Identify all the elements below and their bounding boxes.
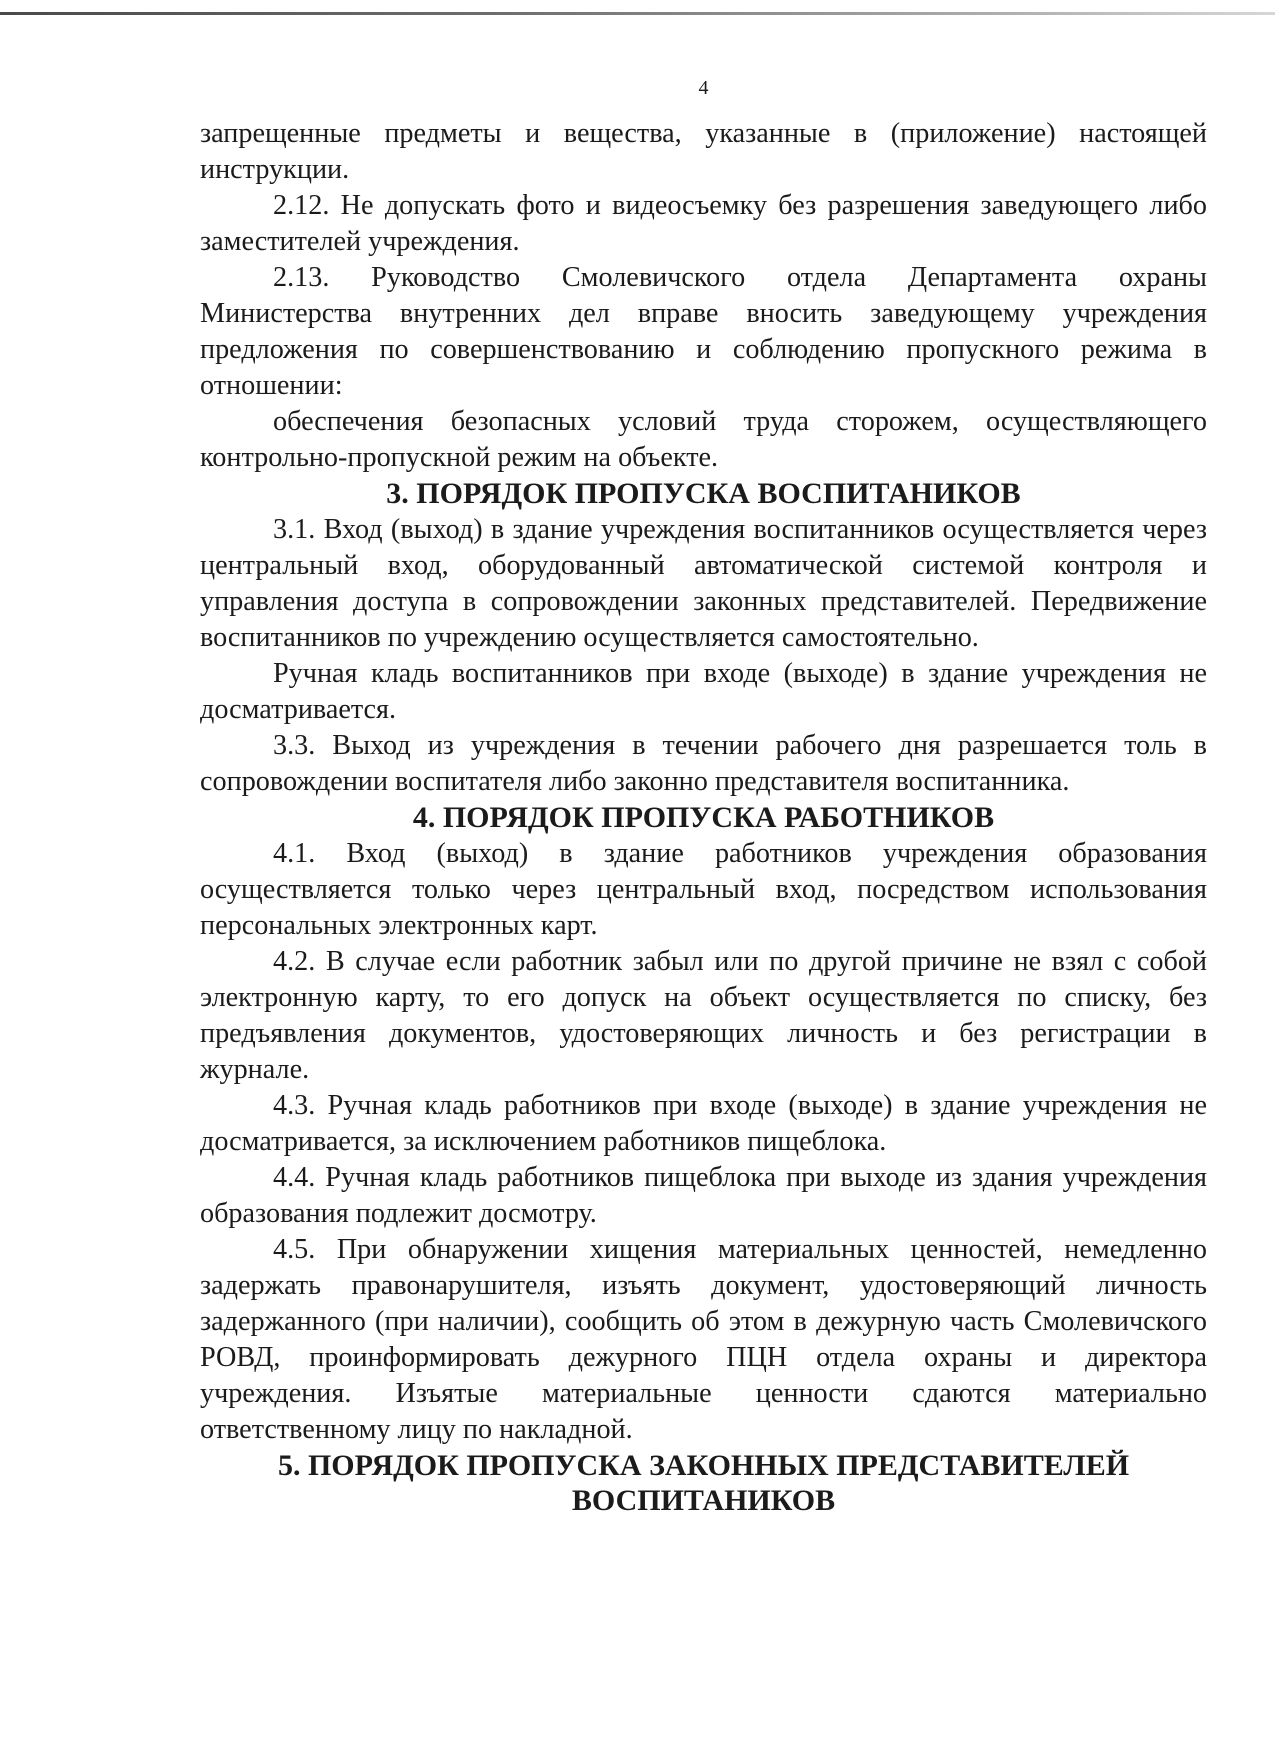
paragraph-4-4: 4.4. Ручная кладь работников пищеблока при выходе из здания учреждения образования подлежит досмотру. xyxy=(200,1162,1207,1229)
section-heading-5: 5. ПОРЯДОК ПРОПУСКА ЗАКОННЫХ ПРЕДСТАВИТЕЛЕЙ ВОСПИТАНИКОВ xyxy=(277,1449,1130,1517)
paragraph-safety-conditions: обеспечения безопасных условий труда сторожем, осуществляющего контрольно-пропускной режим на объекте. xyxy=(200,406,1207,473)
paragraph-4-1: 4.1. Вход (выход) в здание работников учреждения образования осуществляется только через центральный вход, посредством использования персональных электронных карт. xyxy=(200,838,1207,941)
paragraph-4-5: 4.5. При обнаружении хищения материальных ценностей, немедленно задержать правонарушителя, изъять документ, удостоверяющий личность задержанного (при наличии), сообщить об этом в дежурную часть Смолевичского РОВД, проинформировать дежурного ПЦН отдела охраны и директора учреждения. Изъятые материальные ценности сдаются материально ответственному лицу по накладной. xyxy=(200,1234,1207,1445)
section-heading-4: 4. ПОРЯДОК ПРОПУСКА РАБОТНИКОВ xyxy=(412,801,995,834)
paragraph-3-3: 3.3. Выход из учреждения в течении рабочего дня разрешается толь в сопровождении воспитателя либо законно представителя воспитанника. xyxy=(200,730,1207,797)
paragraph-4-3: 4.3. Ручная кладь работников при входе (выходе) в здание учреждения не досматривается, за исключением работников пищеблока. xyxy=(200,1090,1207,1157)
section-heading-3: 3. ПОРЯДОК ПРОПУСКА ВОСПИТАНИКОВ xyxy=(386,477,1021,510)
paragraph-hand-luggage-pupils: Ручная кладь воспитанников при входе (выходе) в здание учреждения не досматривается. xyxy=(200,658,1207,725)
page-number: 4 xyxy=(698,77,709,99)
paragraph-4-2: 4.2. В случае если работник забыл или по другой причине не взял с собой электронную карту, то его допуск на объект осуществляется по списку, без предъявления документов, удостоверяющих личность и без регистрации в журнале. xyxy=(200,946,1207,1085)
document-page xyxy=(200,76,1207,1518)
paragraph-3-1: 3.1. Вход (выход) в здание учреждения воспитанников осуществляется через центральный вход, оборудованный автоматической системой контроля и управления доступа в сопровождении законных представителей. Передвижение воспитанников по учреждению осуществляется самостоятельно. xyxy=(200,514,1207,653)
paragraph-2-13: 2.13. Руководство Смолевичского отдела Департамента охраны Министерства внутренних дел вправе вносить заведующему учреждения предложения по совершенствованию и соблюдению пропускного режима в отношении: xyxy=(200,262,1207,401)
scan-edge-line xyxy=(0,12,1275,15)
paragraph-continuation: запрещенные предметы и вещества, указанные в (приложение) настоящей инструкции. xyxy=(200,118,1207,185)
paragraph-2-12: 2.12. Не допускать фото и видеосъемку без разрешения заведующего либо заместителей учреждения. xyxy=(200,190,1207,257)
